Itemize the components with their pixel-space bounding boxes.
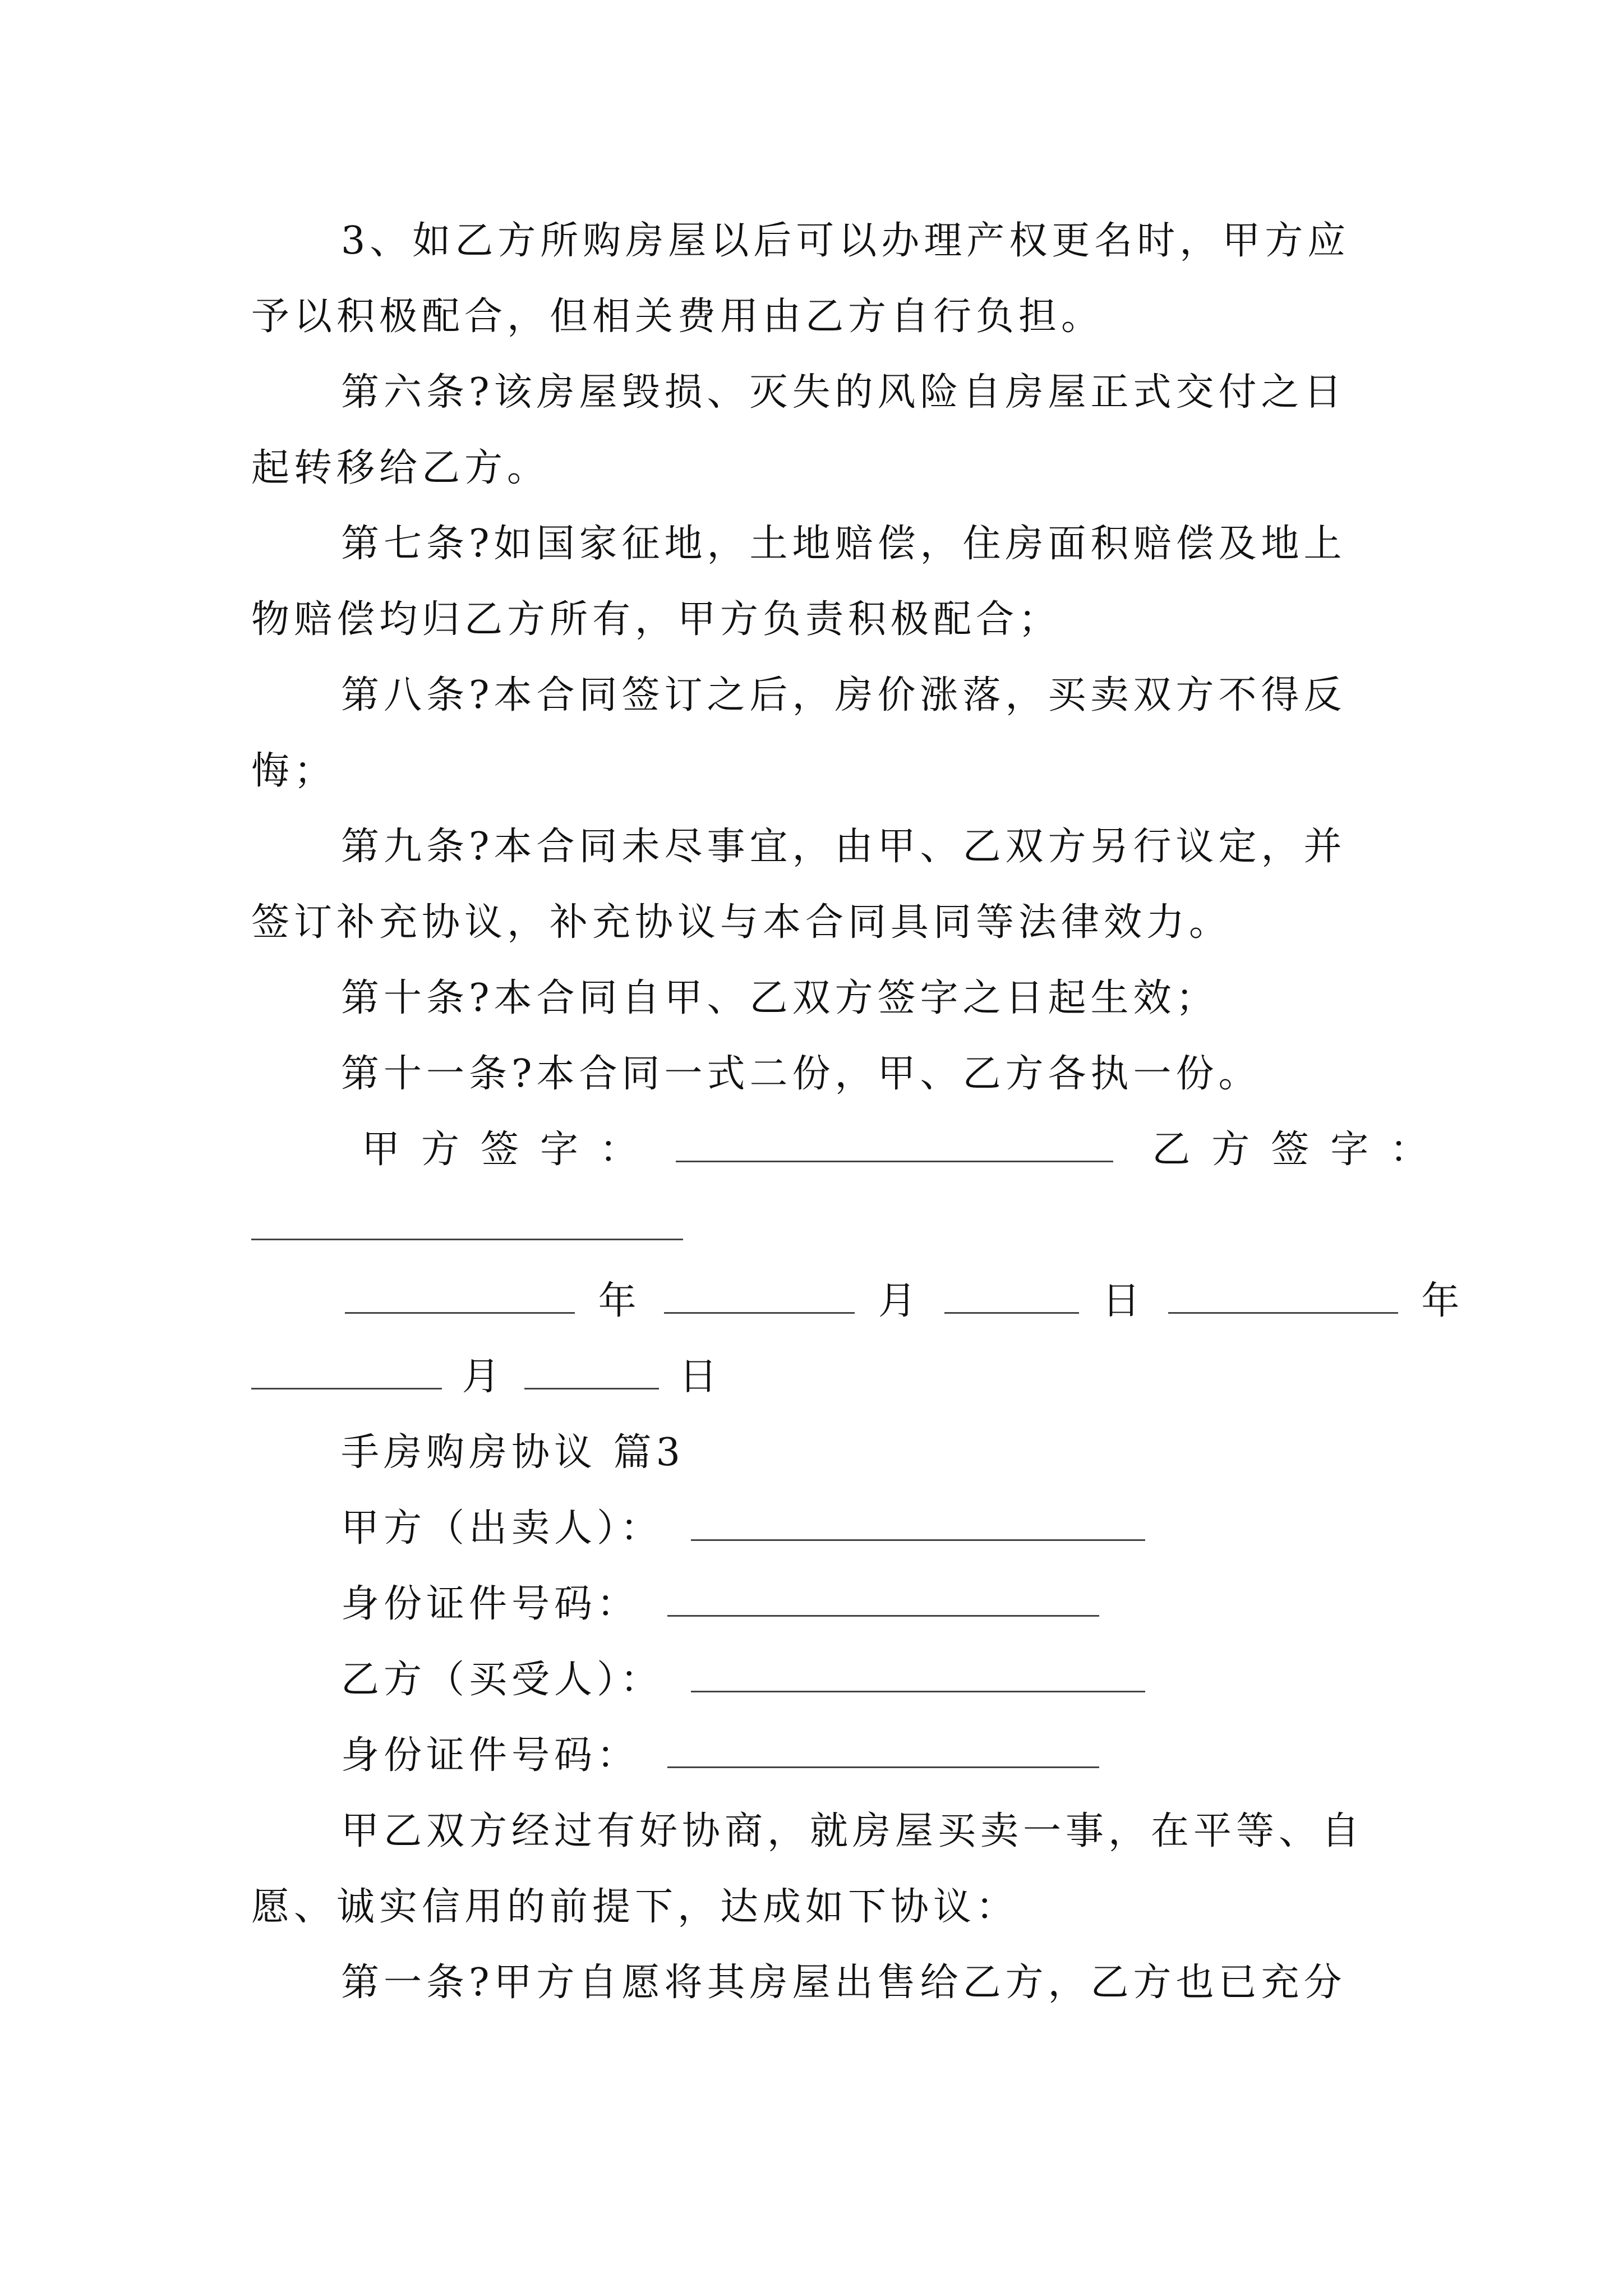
section-title: 手房购房协议 篇3 [341, 1430, 685, 1475]
party-a-id-blank[interactable] [667, 1581, 1099, 1617]
month-label: 月 [462, 1355, 505, 1399]
year-label: 年 [1421, 1279, 1464, 1323]
party-a-id-row [341, 1579, 1463, 1630]
party-a-label: 甲方（出卖人）： [341, 1506, 663, 1550]
party-b-id-row [341, 1731, 1463, 1781]
party-b-signature-blank[interactable] [251, 1239, 683, 1240]
party-b-row [341, 1655, 1463, 1705]
paragraph-line: 物赔偿均归乙方所有，甲方负责积极配合； [251, 597, 1062, 642]
paragraph-line: 悔； [251, 749, 337, 793]
year-blank[interactable] [1168, 1278, 1398, 1314]
party-a-signature-label: 甲方签字： [362, 1128, 660, 1172]
party-a-id-label: 身份证件号码： [341, 1582, 640, 1626]
article-11-line: 第十一条?本合同一式二份，甲、乙方各执一份。 [341, 1052, 1261, 1096]
paragraph-line: 3、如乙方所购房屋以后可以办理产权更名时，甲方应 [341, 219, 1350, 263]
article-9-line: 第九条?本合同未尽事宜，由甲、乙双方另行议定，并 [341, 825, 1347, 869]
party-b-label: 乙方（买受人）： [341, 1658, 663, 1702]
day-label: 日 [679, 1355, 722, 1399]
month-blank[interactable] [251, 1354, 442, 1389]
day-blank[interactable] [944, 1278, 1079, 1314]
paragraph-line: 起转移给乙方。 [251, 446, 550, 490]
article-8-line: 第八条?本合同签订之后，房价涨落，买卖双方不得反 [341, 673, 1347, 717]
year-blank[interactable] [345, 1278, 575, 1314]
date-row-a [345, 1276, 1467, 1327]
paragraph-line: 予以积极配合，但相关费用由乙方自行负担。 [251, 295, 1104, 339]
article-6-line: 第六条?该房屋毁损、灭失的风险自房屋正式交付之日 [341, 370, 1347, 415]
party-b-id-label: 身份证件号码： [341, 1733, 640, 1778]
intro-line: 甲乙双方经过有好协商，就房屋买卖一事，在平等、自 [341, 1809, 1364, 1853]
party-b-signature-label: 乙方签字： [1152, 1128, 1450, 1172]
party-a-row [341, 1503, 1463, 1554]
party-b-id-blank[interactable] [667, 1733, 1099, 1768]
article-1-line: 第一条?甲方自愿将其房屋出售给乙方，乙方也已充分 [341, 1961, 1347, 2005]
intro-line: 愿、诚实信用的前提下，达成如下协议： [251, 1885, 1019, 1929]
party-a-signature-blank[interactable] [676, 1127, 1113, 1162]
signature-row [362, 1125, 1483, 1175]
day-label: 日 [1102, 1279, 1145, 1323]
article-7-line: 第七条?如国家征地，土地赔偿，住房面积赔偿及地上 [341, 522, 1347, 566]
party-b-blank[interactable] [691, 1657, 1145, 1692]
month-blank[interactable] [664, 1278, 855, 1314]
year-label: 年 [598, 1279, 641, 1323]
day-blank[interactable] [524, 1354, 659, 1389]
month-label: 月 [878, 1279, 921, 1323]
article-10-line: 第十条?本合同自甲、乙双方签字之日起生效； [341, 976, 1219, 1020]
party-a-blank[interactable] [691, 1506, 1145, 1541]
date-row-b [251, 1352, 1373, 1402]
paragraph-line: 签订补充协议，补充协议与本合同具同等法律效力。 [251, 900, 1232, 945]
